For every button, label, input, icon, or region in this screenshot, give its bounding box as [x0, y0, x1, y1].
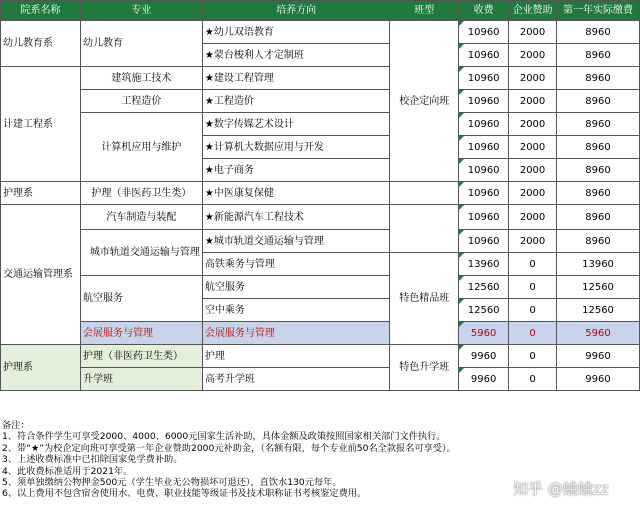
- actual-cell: 8960: [557, 205, 640, 230]
- fee-cell: 9960: [459, 368, 509, 391]
- direction-cell: 高考升学班: [202, 368, 389, 391]
- sponsor-cell: 0: [509, 299, 557, 322]
- major-cell: 计算机应用与维护: [80, 113, 202, 182]
- header-class-type: 班型: [390, 1, 459, 21]
- actual-cell: 9960: [557, 345, 640, 368]
- note-line: 2、带“★”为校企定向班可享受第一年企业赞助2000元补助金，（名额有限，每个专业前50名全款报名可享受）。: [2, 442, 456, 454]
- actual-cell: 8960: [557, 44, 640, 67]
- note-line: 1、符合条件学生可享受2000、4000、6000元国家生活补助，具体金额及政策按照国家相关部门文件执行。: [2, 431, 446, 443]
- header-sponsor: 企业赞助: [509, 1, 557, 21]
- class-type-cell: 特色升学班: [390, 345, 459, 391]
- sponsor-cell: 0: [509, 368, 557, 391]
- note-line: 6、以上费用不包含宿舍使用水、电费、职业技能等级证书及技术职称证书考核鉴定费用。: [2, 488, 367, 500]
- table-row: [1, 67, 640, 90]
- watermark: 知乎 @蛐蛐zz: [513, 480, 609, 498]
- fee-cell: 10960: [459, 44, 509, 67]
- fee-cell: 10960: [459, 90, 509, 113]
- fee-cell: 10960: [459, 159, 509, 182]
- fee-cell: 9960: [459, 345, 509, 368]
- direction-cell: ★数字传媒艺术设计: [202, 113, 389, 136]
- actual-cell: 8960: [557, 67, 640, 90]
- fee-cell: 10960: [459, 21, 509, 44]
- table-row-highlighted: [1, 322, 640, 345]
- sponsor-cell: 0: [509, 322, 557, 345]
- direction-cell: ★城市轨道交通运输与管理: [202, 230, 389, 253]
- header-dept: 院系名称: [1, 1, 81, 21]
- actual-cell: 12560: [557, 299, 640, 322]
- direction-cell: ★新能源汽车工程技术: [202, 205, 389, 230]
- sponsor-cell: 2000: [509, 230, 557, 253]
- fee-cell: 10960: [459, 113, 509, 136]
- sponsor-cell: 2000: [509, 159, 557, 182]
- major-cell: 航空服务: [80, 276, 202, 322]
- note-line: 4、此收费标准适用于2021年。: [2, 465, 133, 477]
- actual-cell: 8960: [557, 90, 640, 113]
- fee-cell: 12560: [459, 276, 509, 299]
- direction-cell: 空中乘务: [202, 299, 389, 322]
- header-direction: 培养方向: [202, 1, 389, 21]
- actual-cell: 8960: [557, 21, 640, 44]
- direction-cell: ★工程造价: [202, 90, 389, 113]
- fee-cell: 5960: [459, 322, 509, 345]
- header-row: [1, 1, 640, 21]
- direction-cell: ★电子商务: [202, 159, 389, 182]
- actual-cell: 9960: [557, 368, 640, 391]
- notes-title: 备注：: [2, 420, 30, 431]
- actual-cell: 8960: [557, 182, 640, 205]
- actual-cell: 8960: [557, 159, 640, 182]
- fee-cell: 10960: [459, 205, 509, 230]
- direction-cell: 护理: [202, 345, 389, 368]
- actual-cell: 8960: [557, 230, 640, 253]
- direction-cell: 会展服务与管理: [202, 322, 389, 345]
- sponsor-cell: 2000: [509, 67, 557, 90]
- sponsor-cell: 2000: [509, 21, 557, 44]
- fee-cell: 10960: [459, 230, 509, 253]
- fee-cell: 13960: [459, 253, 509, 276]
- sponsor-cell: 2000: [509, 90, 557, 113]
- actual-cell: 13960: [557, 253, 640, 276]
- actual-cell: 12560: [557, 276, 640, 299]
- dept-cell: 护理系: [1, 345, 81, 391]
- major-cell: 升学班: [80, 368, 202, 391]
- actual-cell: 5960: [557, 322, 640, 345]
- actual-cell: 8960: [557, 136, 640, 159]
- dept-cell: 幼儿教育系: [1, 21, 81, 67]
- major-cell: 幼儿教育: [80, 21, 202, 67]
- table-row: [1, 230, 640, 253]
- direction-cell: ★幼儿双语教育: [202, 21, 389, 44]
- major-cell: 会展服务与管理: [80, 322, 202, 345]
- sponsor-cell: 2000: [509, 44, 557, 67]
- sponsor-cell: 2000: [509, 113, 557, 136]
- fee-cell: 10960: [459, 136, 509, 159]
- table-row: [1, 182, 640, 205]
- sponsor-cell: 2000: [509, 205, 557, 230]
- sponsor-cell: 0: [509, 253, 557, 276]
- class-type-cell: 特色精品班: [390, 253, 459, 345]
- header-fee: 收费: [459, 1, 509, 21]
- direction-cell: ★计算机大数据应用与开发: [202, 136, 389, 159]
- header-actual: 第一年实际缴费: [557, 1, 640, 21]
- class-type-cell-empty: [390, 182, 459, 205]
- sponsor-cell: 0: [509, 276, 557, 299]
- fee-cell: 12560: [459, 299, 509, 322]
- table-row: [1, 205, 640, 230]
- major-cell: 城市轨道交通运输与管理: [80, 230, 202, 276]
- direction-cell: 航空服务: [202, 276, 389, 299]
- major-cell: 建筑施工技术: [80, 67, 202, 90]
- sponsor-cell: 2000: [509, 182, 557, 205]
- direction-cell: 高铁乘务与管理: [202, 253, 389, 276]
- major-cell: 护理（非医药卫生类）: [80, 345, 202, 368]
- table-row: [1, 276, 640, 299]
- table-row: [1, 21, 640, 44]
- table-row: [1, 345, 640, 368]
- fee-cell: 10960: [459, 67, 509, 90]
- direction-cell: ★建设工程管理: [202, 67, 389, 90]
- class-type-cell-empty: [390, 205, 459, 253]
- table-row: [1, 90, 640, 113]
- direction-cell: ★中医康复保健: [202, 182, 389, 205]
- header-major: 专业: [80, 1, 202, 21]
- sponsor-cell: 2000: [509, 136, 557, 159]
- actual-cell: 8960: [557, 113, 640, 136]
- direction-cell: ★蒙台梭利人才定制班: [202, 44, 389, 67]
- table-row: [1, 113, 640, 136]
- class-type-cell: 校企定向班: [390, 21, 459, 182]
- note-line: 3、上述收费标准中已扣除国家免学费补助。: [2, 454, 183, 466]
- major-cell: 工程造价: [80, 90, 202, 113]
- fee-cell: 10960: [459, 182, 509, 205]
- dept-cell: 交通运输管理系: [1, 205, 81, 345]
- dept-cell: 护理系: [1, 182, 81, 205]
- sponsor-cell: 0: [509, 345, 557, 368]
- major-cell: 汽车制造与装配: [80, 205, 202, 230]
- major-cell: 护理（非医药卫生类）: [80, 182, 202, 205]
- note-line: 5、须单独缴纳公物押金500元（学生毕业无公物损坏可退还），直饮水130元每年。: [2, 477, 342, 489]
- dept-cell: 计建工程系: [1, 67, 81, 182]
- table-row: [1, 368, 640, 391]
